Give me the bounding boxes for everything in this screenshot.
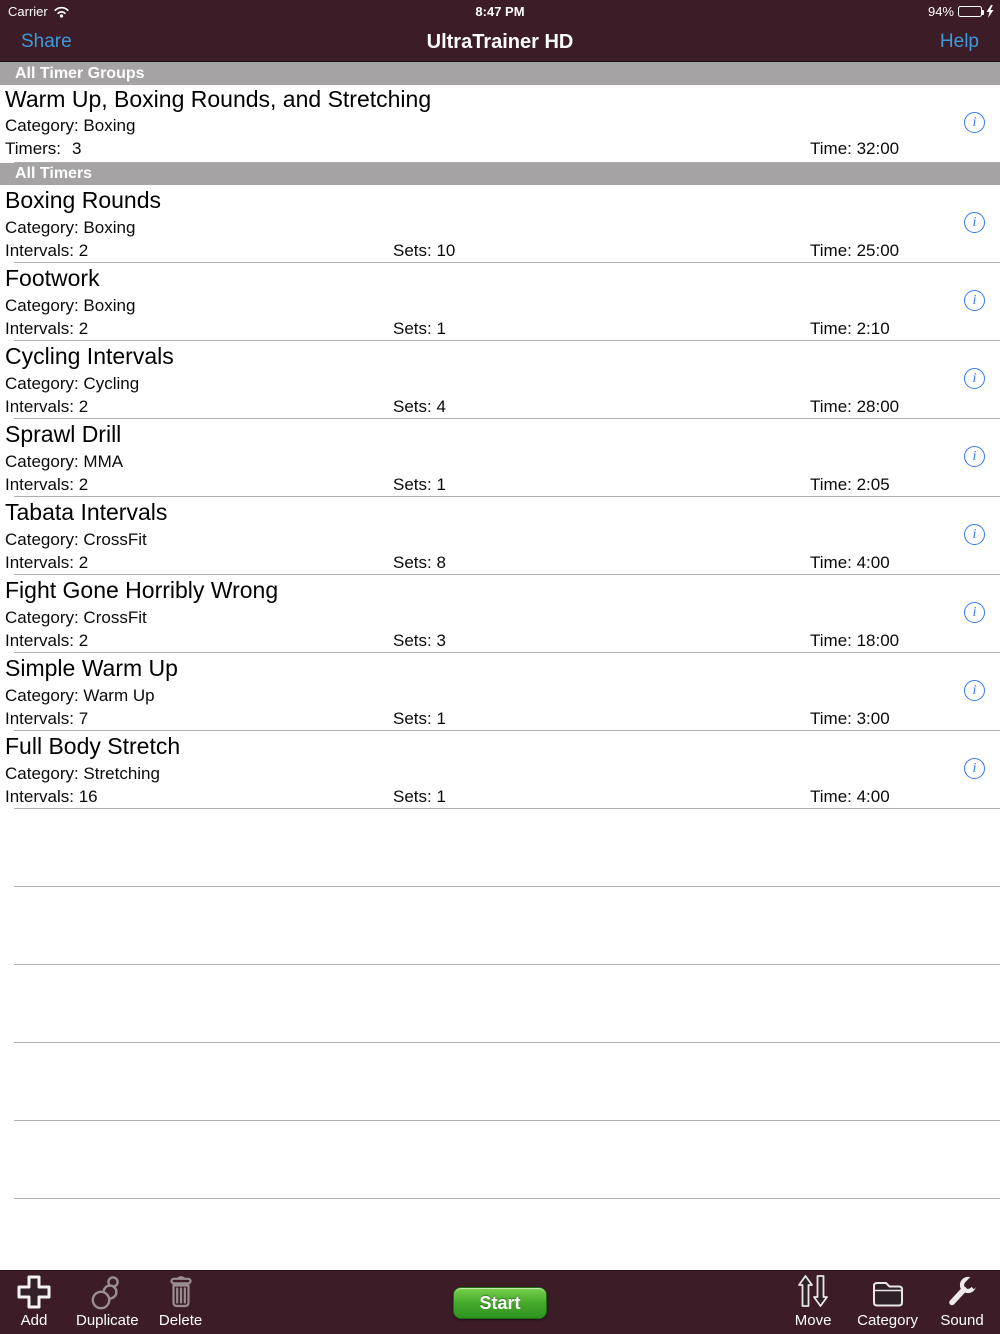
timer-row[interactable] bbox=[0, 341, 1000, 419]
timer-time: Time: 4:00 bbox=[810, 787, 890, 806]
info-icon: i bbox=[972, 214, 977, 230]
timer-row[interactable] bbox=[0, 263, 1000, 341]
empty-row bbox=[0, 887, 1000, 965]
timer-group-time: Time: 32:00 bbox=[810, 139, 900, 158]
timer-list bbox=[0, 185, 1000, 809]
timer-time: Time: 3:00 bbox=[810, 709, 890, 728]
timer-row[interactable] bbox=[0, 419, 1000, 497]
duplicate-icon bbox=[89, 1274, 125, 1311]
timer-row[interactable] bbox=[0, 575, 1000, 653]
timer-sets: Sets: 8 bbox=[393, 553, 446, 572]
timer-time: Time: 4:00 bbox=[810, 553, 890, 572]
move-icon bbox=[796, 1274, 830, 1311]
info-icon: i bbox=[972, 448, 977, 464]
timer-category: Category: MMA bbox=[5, 452, 124, 471]
timer-category: Category: CrossFit bbox=[5, 530, 147, 549]
timer-group-title: Warm Up, Boxing Rounds, and Stretching bbox=[5, 86, 432, 112]
timer-group-row[interactable] bbox=[0, 85, 1000, 163]
empty-row bbox=[0, 965, 1000, 1043]
timer-sets: Sets: 1 bbox=[393, 475, 446, 494]
timer-sets: Sets: 1 bbox=[393, 787, 446, 806]
bottom-toolbar bbox=[0, 1270, 1000, 1334]
info-button[interactable] bbox=[964, 758, 985, 779]
timer-title: Sprawl Drill bbox=[5, 421, 122, 447]
info-button[interactable] bbox=[964, 524, 985, 545]
timer-title: Full Body Stretch bbox=[5, 733, 181, 759]
info-button[interactable] bbox=[964, 212, 985, 233]
info-icon: i bbox=[972, 604, 977, 620]
help-button[interactable]: Help bbox=[939, 31, 979, 52]
timer-category: Category: Boxing bbox=[5, 296, 136, 315]
battery-icon bbox=[958, 6, 982, 17]
timer-sets: Sets: 1 bbox=[393, 319, 446, 338]
duplicate-button[interactable] bbox=[76, 1271, 139, 1329]
sound-icon bbox=[944, 1274, 980, 1311]
status-bar bbox=[0, 0, 1000, 22]
section-header-timer-groups: All Timer Groups bbox=[0, 62, 1000, 85]
section-header-all-timers: All Timers bbox=[0, 163, 1000, 185]
info-icon: i bbox=[972, 114, 977, 130]
start-button[interactable]: Start bbox=[453, 1287, 547, 1319]
info-icon: i bbox=[972, 526, 977, 542]
timer-category: Category: Boxing bbox=[5, 218, 136, 237]
info-button[interactable] bbox=[964, 290, 985, 311]
category-button[interactable] bbox=[857, 1271, 918, 1329]
timers-count-value: 3 bbox=[72, 139, 82, 158]
sound-button[interactable] bbox=[934, 1271, 990, 1329]
status-right bbox=[928, 0, 994, 22]
timer-row[interactable] bbox=[0, 185, 1000, 263]
info-icon: i bbox=[972, 370, 977, 386]
timer-title: Boxing Rounds bbox=[5, 187, 161, 213]
info-button[interactable] bbox=[964, 112, 985, 133]
charging-bolt-icon bbox=[986, 5, 994, 18]
timer-title: Footwork bbox=[5, 265, 100, 291]
status-time: 8:47 PM bbox=[475, 3, 525, 19]
info-button[interactable] bbox=[964, 368, 985, 389]
empty-rows bbox=[0, 809, 1000, 1199]
add-button-label: Add bbox=[20, 1312, 48, 1329]
info-icon: i bbox=[972, 682, 977, 698]
delete-button[interactable] bbox=[153, 1271, 209, 1329]
timer-title: Tabata Intervals bbox=[5, 499, 168, 525]
add-button[interactable] bbox=[6, 1271, 62, 1329]
timer-intervals: Intervals: 7 bbox=[5, 709, 89, 728]
toolbar-right-group bbox=[785, 1271, 990, 1334]
timer-category: Category: Stretching bbox=[5, 764, 160, 783]
timer-time: Time: 2:05 bbox=[810, 475, 890, 494]
carrier-label: Carrier bbox=[8, 3, 48, 19]
toolbar-left-group bbox=[6, 1271, 209, 1334]
timer-category: Category: CrossFit bbox=[5, 608, 147, 627]
timer-intervals: Intervals: 2 bbox=[5, 631, 89, 650]
category-button-label: Category bbox=[857, 1312, 918, 1329]
timer-title: Fight Gone Horribly Wrong bbox=[5, 577, 279, 603]
share-button[interactable]: Share bbox=[21, 31, 72, 52]
info-button[interactable] bbox=[964, 680, 985, 701]
timer-sets: Sets: 1 bbox=[393, 709, 446, 728]
timer-time: Time: 28:00 bbox=[810, 397, 900, 416]
timer-category: Category: Cycling bbox=[5, 374, 140, 393]
timer-intervals: Intervals: 2 bbox=[5, 553, 89, 572]
timer-row[interactable] bbox=[0, 731, 1000, 809]
delete-icon bbox=[163, 1274, 199, 1311]
timer-time: Time: 25:00 bbox=[810, 241, 900, 260]
timer-intervals: Intervals: 2 bbox=[5, 475, 89, 494]
battery-percent-label: 94% bbox=[927, 3, 954, 19]
timers-count-label: Timers: bbox=[5, 139, 62, 158]
page-title: UltraTrainer HD bbox=[426, 30, 574, 53]
info-button[interactable] bbox=[964, 446, 985, 467]
info-icon: i bbox=[972, 292, 977, 308]
info-icon: i bbox=[972, 760, 977, 776]
duplicate-button-label: Duplicate bbox=[76, 1312, 139, 1329]
timer-intervals: Intervals: 2 bbox=[5, 241, 89, 260]
timer-sets: Sets: 4 bbox=[393, 397, 446, 416]
move-button-label: Move bbox=[794, 1312, 832, 1329]
timer-intervals: Intervals: 2 bbox=[5, 397, 89, 416]
timer-sets: Sets: 10 bbox=[393, 241, 456, 260]
empty-row bbox=[0, 809, 1000, 887]
timer-row[interactable] bbox=[0, 653, 1000, 731]
empty-row bbox=[0, 1043, 1000, 1121]
timer-time: Time: 2:10 bbox=[810, 319, 890, 338]
timer-row[interactable] bbox=[0, 497, 1000, 575]
timer-title: Simple Warm Up bbox=[5, 655, 178, 681]
timer-sets: Sets: 3 bbox=[393, 631, 446, 650]
timer-group-category: Category: Boxing bbox=[5, 116, 136, 135]
info-button[interactable] bbox=[964, 602, 985, 623]
nav-bar bbox=[0, 22, 1000, 62]
delete-button-label: Delete bbox=[158, 1312, 203, 1329]
timer-time: Time: 18:00 bbox=[810, 631, 900, 650]
empty-row bbox=[0, 1121, 1000, 1199]
timer-title: Cycling Intervals bbox=[5, 343, 174, 369]
timer-intervals: Intervals: 16 bbox=[5, 787, 98, 806]
timer-intervals: Intervals: 2 bbox=[5, 319, 89, 338]
timer-category: Category: Warm Up bbox=[5, 686, 155, 705]
add-icon bbox=[16, 1274, 52, 1311]
sound-button-label: Sound bbox=[940, 1312, 984, 1329]
move-button[interactable] bbox=[785, 1271, 841, 1329]
category-icon bbox=[869, 1274, 907, 1311]
